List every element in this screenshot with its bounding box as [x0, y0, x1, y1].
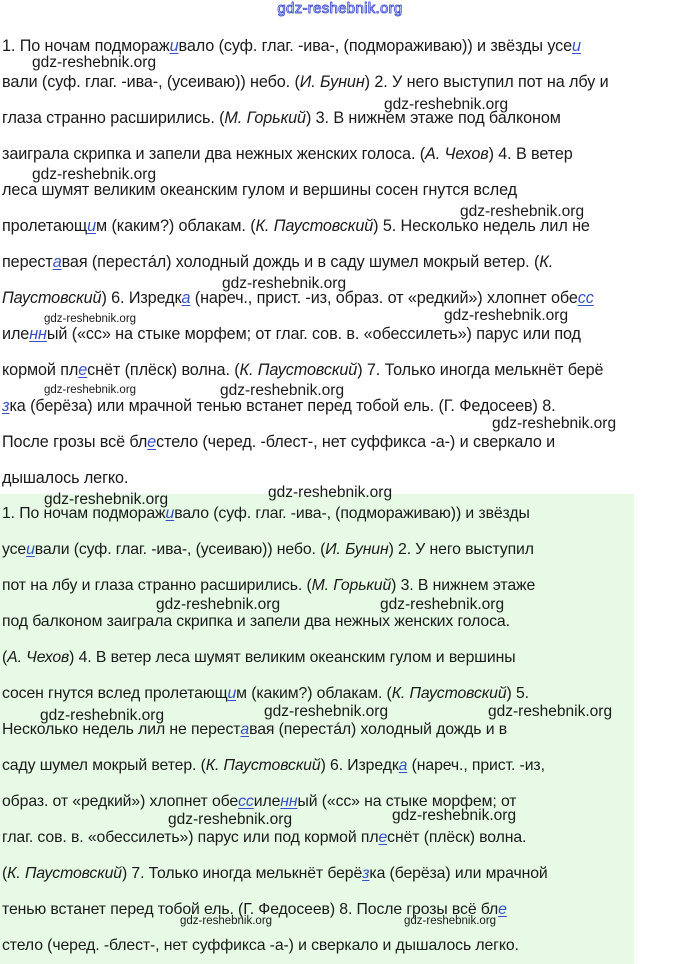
text-segment: (	[2, 865, 8, 882]
text-segment: сосен гнутся вслед пролетающ	[2, 685, 228, 702]
text-segment: вало (суф. глаг. -ива-, (подмораживаю)) и звёзды	[174, 505, 530, 522]
text-segment: ) 4. В ветер леса шумят великим океанским гулом и вершины	[69, 649, 516, 666]
text-segment: (	[2, 649, 8, 666]
watermark: gdz-reshebnik.org	[44, 384, 137, 396]
text-line	[2, 432, 555, 452]
text-segment: глаза странно расширились. (	[2, 109, 225, 127]
text-line	[2, 756, 545, 776]
highlighted-letter: а	[181, 289, 191, 307]
author-name: И. Бунин	[325, 541, 389, 558]
author-name: К. Паустовский	[239, 361, 358, 379]
text-segment: После грозы всё бл	[2, 433, 148, 451]
highlighted-letter: з	[362, 865, 370, 882]
text-segment: вали (суф. глаг. -ива-, (усеиваю)) небо. (	[34, 541, 326, 558]
highlighted-letter: нн	[280, 793, 298, 810]
text-segment: вали (суф. глаг. -ива-, (усеиваю)) небо. (	[2, 73, 300, 91]
author-name: М. Горький	[311, 577, 392, 594]
text-segment: ый («сс» на стыке морфем; от	[297, 793, 517, 810]
highlighted-letter: а	[240, 721, 250, 738]
text-line	[2, 360, 603, 380]
author-name: К.	[539, 253, 554, 271]
highlighted-letter: з	[2, 397, 10, 415]
watermark: gdz-reshebnik.org	[44, 313, 137, 325]
text-segment: глаг. сов. в. «обессилеть») парус или под кормой пл	[2, 829, 379, 846]
text-segment: вало (суф. глаг. -ива-, (подмораживаю)) и звёзды усе	[178, 37, 573, 55]
watermark: gdz-reshebnik.org	[220, 382, 345, 399]
text-segment: леса шумят великим океанским гулом и вершины сосен гнутся вслед	[2, 181, 517, 199]
highlighted-letter: сс	[577, 289, 594, 307]
highlighted-letter: е	[147, 433, 157, 451]
text-segment: снёт (плёск) волна. (	[87, 361, 240, 379]
text-segment: 1. По ночам подмораж	[2, 37, 170, 55]
highlighted-letter: и	[572, 37, 581, 55]
watermark: gdz-reshebnik.org	[380, 596, 505, 613]
answer-block-highlighted	[0, 494, 634, 964]
watermark: gdz-reshebnik.org	[168, 811, 293, 828]
text-line	[2, 468, 128, 488]
text-segment: под балконом заиграла скрипка и запели два нежных женских голоса.	[2, 613, 510, 630]
highlighted-letter: а	[52, 253, 62, 271]
text-segment: саду шумел мокрый ветер. (	[2, 757, 206, 774]
text-line	[2, 864, 548, 884]
watermark: gdz-reshebnik.org	[180, 915, 273, 927]
text-segment: усе	[2, 541, 27, 558]
highlighted-letter: сс	[238, 793, 254, 810]
highlighted-letter: е	[498, 901, 507, 918]
text-line	[2, 540, 534, 560]
text-segment: снёт (плёск) волна.	[387, 829, 527, 846]
text-segment: м (каким?) облакам. (	[96, 217, 256, 235]
highlighted-letter: а	[398, 757, 408, 774]
watermark: gdz-reshebnik.org	[444, 307, 569, 324]
text-segment: образ. от «редкий») хлопнет обе	[2, 793, 239, 810]
text-segment: ка (берёза) или мрачной	[369, 865, 548, 882]
author-name: Паустовский	[2, 289, 102, 307]
text-line	[2, 36, 581, 56]
text-segment: стело (черед. -блест-, нет суффикса -а-) и сверкало и дышалось легко.	[2, 937, 519, 954]
text-segment: пролетающ	[2, 217, 88, 235]
text-segment: иле	[253, 793, 281, 810]
text-segment: стело (черед. -блест-, нет суффикса -а-) и сверкало и	[156, 433, 556, 451]
watermark: gdz-reshebnik.org	[40, 707, 165, 724]
watermark: gdz-reshebnik.org	[492, 415, 617, 432]
watermark: gdz-reshebnik.org	[384, 96, 509, 113]
text-segment: ый («сс» на стыке морфем; от глаг. сов. в. «обессилеть») парус или под	[46, 325, 581, 343]
text-segment: вая (перестáл) холодный дождь и в саду шумел мокрый ветер. (	[61, 253, 540, 271]
text-line	[2, 612, 510, 632]
author-name: К. Паустовский	[255, 217, 374, 235]
highlighted-letter: и	[165, 505, 175, 522]
highlighted-letter: е	[378, 829, 388, 846]
watermark: gdz-reshebnik.org	[222, 275, 347, 292]
text-segment: ) 3. В нижнем этаже под балконом	[305, 109, 561, 127]
author-name: К. Паустовский	[205, 757, 321, 774]
text-segment: ) 7. Только иногда мелькнёт берё	[357, 361, 604, 379]
watermark: gdz-reshebnik.org	[392, 807, 517, 824]
author-name: К. Паустовский	[391, 685, 507, 702]
highlighted-letter: и	[26, 541, 35, 558]
text-segment: ) 5.	[506, 685, 529, 702]
author-name: М. Горький	[224, 109, 306, 127]
text-line	[2, 828, 526, 848]
text-segment: тенью встанет перед тобой ель. (Г. Федосеев) 8. После грозы всё бл	[2, 901, 499, 918]
text-segment: ) 2. У него выступил	[388, 541, 534, 558]
text-segment: (нареч., прист. -из,	[407, 757, 545, 774]
text-segment: м (каким?) облакам. (	[236, 685, 392, 702]
author-name: А. Чехов	[425, 145, 489, 163]
watermark: gdz-reshebnik.org	[32, 54, 157, 71]
watermark: gdz-reshebnik.org	[488, 703, 613, 720]
text-segment: заиграла скрипка и запели два нежных женских голоса. (	[2, 145, 426, 163]
author-name: А. Чехов	[7, 649, 70, 666]
text-segment: ) 7. Только иногда мелькнёт берё	[121, 865, 363, 882]
author-name: К. Паустовский	[7, 865, 122, 882]
text-segment: 1. По ночам подмораж	[2, 505, 166, 522]
text-segment: дышалось легко.	[2, 469, 129, 487]
text-line	[2, 576, 535, 596]
text-segment: кормой пл	[2, 361, 79, 379]
text-line	[2, 144, 573, 164]
text-segment: ка (берёза) или мрачной тенью встанет перед тобой ель. (Г. Федосеев) 8.	[9, 397, 556, 415]
text-segment: (нареч., прист. -из, образ. от «редкий») хлопнет обе	[190, 289, 578, 307]
text-segment: Несколько недель лил не перест	[2, 721, 241, 738]
highlighted-letter: нн	[29, 325, 47, 343]
text-segment: иле	[2, 325, 30, 343]
text-segment: ) 5. Несколько недель лил не	[373, 217, 590, 235]
watermark: gdz-reshebnik.org	[32, 166, 157, 183]
text-segment: перест	[2, 253, 53, 271]
highlighted-letter: и	[169, 37, 179, 55]
text-line	[2, 648, 515, 668]
text-line	[2, 72, 609, 92]
watermark: gdz-reshebnik.org	[264, 703, 389, 720]
text-segment: вая (перестáл) холодный дождь и в	[249, 721, 508, 738]
watermark: gdz-reshebnik.org	[156, 596, 281, 613]
text-segment: ) 6. Изредк	[101, 289, 182, 307]
text-segment: пот на лбу и глаза странно расширились. (	[2, 577, 312, 594]
watermark: gdz-reshebnik.org	[44, 491, 169, 508]
author-name: И. Бунин	[299, 73, 365, 91]
highlighted-letter: и	[227, 685, 237, 702]
text-segment: ) 3. В нижнем этаже	[391, 577, 536, 594]
watermark: gdz-reshebnik.org	[460, 203, 585, 220]
text-line	[2, 684, 529, 704]
watermark: gdz-reshebnik.org	[404, 915, 497, 927]
text-line	[2, 324, 581, 344]
site-logo-text[interactable]: gdz-reshebnik.org	[277, 0, 403, 17]
text-segment: ) 2. У него выступил пот на лбу и	[364, 73, 609, 91]
highlighted-letter: е	[78, 361, 88, 379]
text-segment: ) 6. Изредк	[320, 757, 399, 774]
text-line	[2, 252, 553, 272]
text-segment: ) 4. В ветер	[488, 145, 573, 163]
site-header	[0, 0, 680, 24]
text-line	[2, 936, 519, 956]
watermark: gdz-reshebnik.org	[268, 484, 393, 501]
highlighted-letter: и	[87, 217, 97, 235]
